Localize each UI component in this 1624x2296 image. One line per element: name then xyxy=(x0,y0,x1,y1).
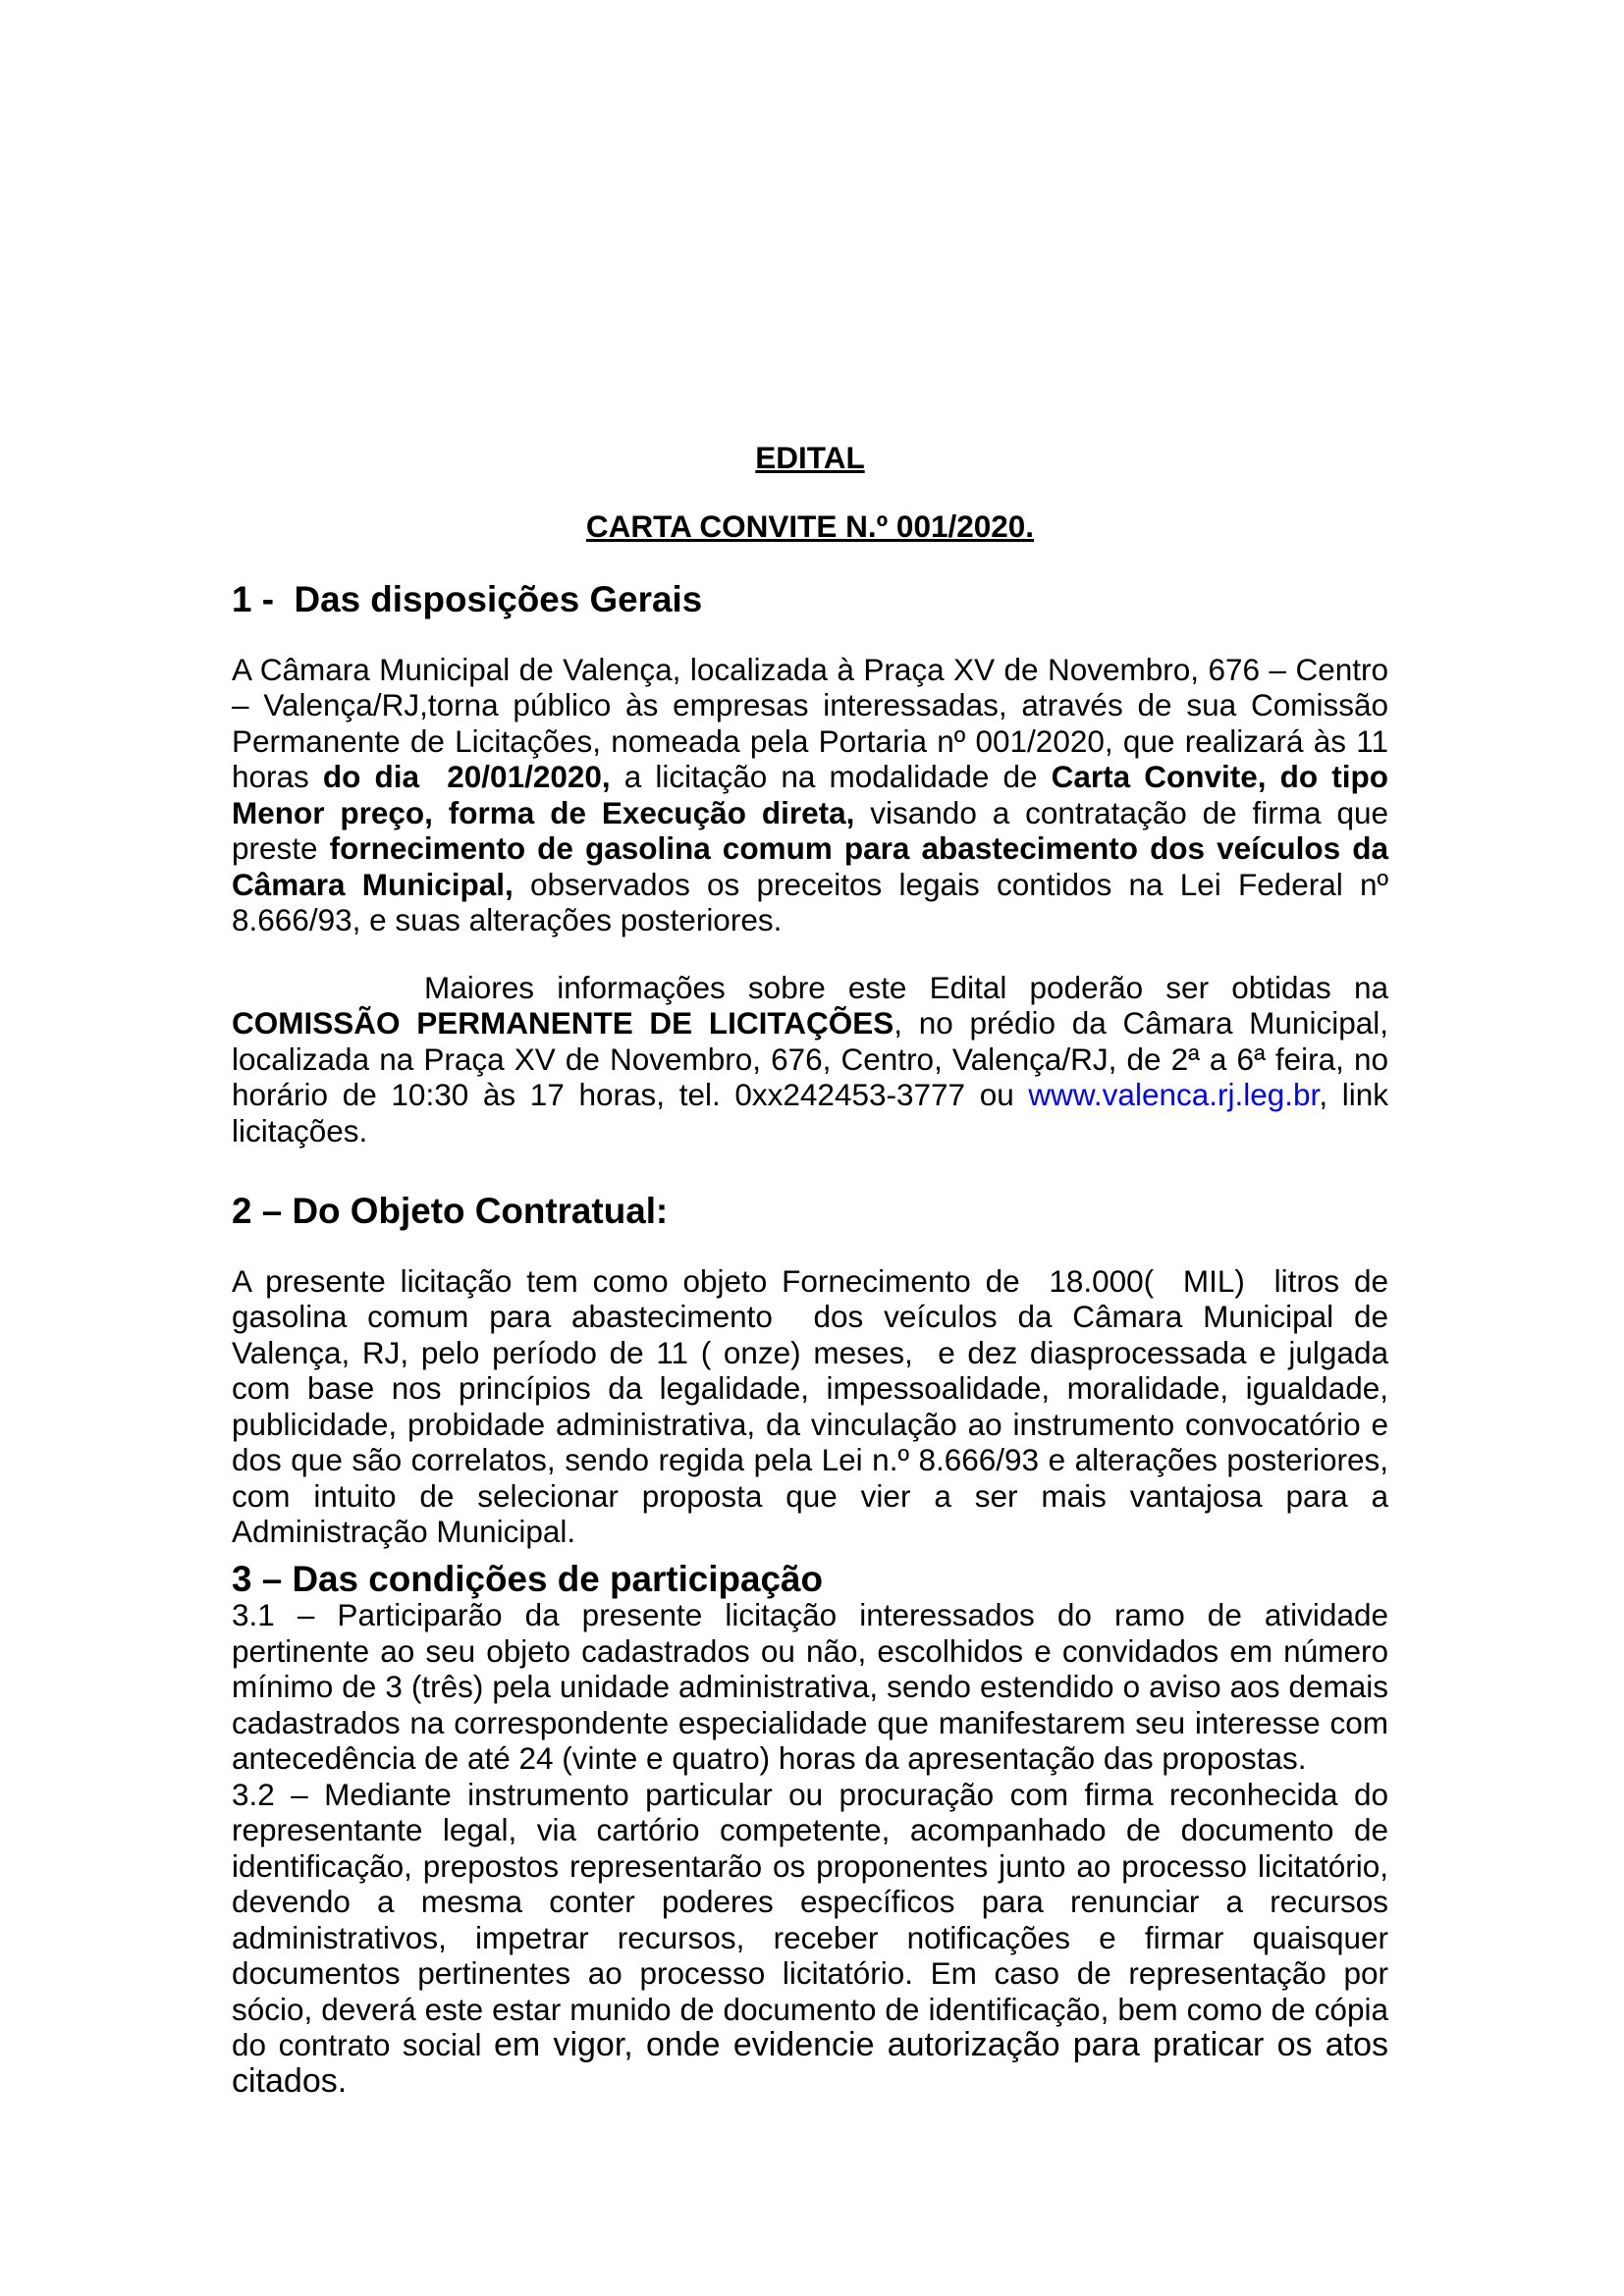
section-2-paragraph-1: A presente licitação tem como objeto Fornecimento de 18.000( MIL) litros de gasolina comum para abastecimento dos veículos da Câmara Municipal de Valença, RJ, pelo período de 11 ( onze) meses, e dez diasprocessada e julgada com base nos princípios da legalidade, impessoalidade, moralidade, igualdade, publicidade, probidade administrativa, da vinculação ao instrumento convocatório e dos que são correlatos, sendo regida pela Lei n.º 8.666/93 e alterações posteriores, com intuito de selecionar proposta que vier a ser mais vantajosa para a Administração Municipal. xyxy=(232,1262,1397,1549)
intro-text-run: A Câmara Municipal de Valença, localizada à Praça XV de Novembro, 676 – Centro – Valença/RJ,torna público às empresas interessadas, através de sua Comissão Permanente de Licitações, nomeada pela Portaria nº 001/2020, que realizará às 11 horas xyxy=(232,651,1397,794)
bold-modality-run: Carta Convite, do tipo Menor preço, forma de Execução direta, xyxy=(232,759,1397,830)
section-1-paragraph-1 xyxy=(232,651,1397,938)
section-2-heading: 2 – Do Objeto Contratual: xyxy=(232,1191,669,1231)
section-1-paragraph-2 xyxy=(232,969,1397,1149)
section-3-heading: 3 – Das condições de participação xyxy=(232,1558,824,1599)
address-hours-run: , no prédio da Câmara Municipal, localizada na Praça XV de Novembro, 676, Centro, Valença/RJ, de 2ª a 6ª feira, no horário de 10:30 às 17 horas, tel. 0xx242453-3777 ou xyxy=(232,1005,1397,1112)
representation-text-run: 3.2 – Mediante instrumento particular ou procuração com firma reconhecida do representante legal, via cartório competente, acompanhado de documento de identificação, prepostos representarão os proponentes junto ao processo licitatório, devendo a mesma conter poderes específicos para renunciar a recursos administrativos, impetrar recursos, receber notificações e firmar quaisquer documentos pertinentes ao processo licitatório. Em caso de representação por sócio, deverá este estar munido de documento de identificação, bem como de cópia do contrato social xyxy=(232,1776,1397,2062)
section-1-heading: 1 - Das disposições Gerais xyxy=(232,579,703,619)
info-lead-run: Maiores informações sobre este Edital poderão ser obtidas na xyxy=(424,969,1397,1005)
section-3-paragraph-3-1: 3.1 – Participarão da presente licitação interessados do ramo de atividade pertinente ao seu objeto cadastrados ou não, escolhidos e convidados em número mínimo de 3 (três) pela unidade administrativa, sendo estendido o aviso aos demais cadastrados na correspondente especialidade que manifestarem seu interesse com antecedência de até 24 (vinte e quatro) horas da apresentação das propostas. xyxy=(232,1597,1397,1776)
underlined-comma-run: , xyxy=(505,866,514,902)
document-subtitle: CARTA CONVITE N.º 001/2020. xyxy=(585,507,1035,544)
website-link[interactable]: www.valenca.rj.leg.br xyxy=(1028,1077,1320,1112)
bold-comissao-run: COMISSÃO PERMANENTE DE LICITAÇÕES xyxy=(232,1005,894,1041)
section-3-paragraph-3-2 xyxy=(232,1776,1398,2100)
document-title: EDITAL xyxy=(755,440,865,475)
bold-date-run: do dia 20/01/2020, xyxy=(322,759,611,794)
legal-basis-run: observados os preceitos legais contidos na Lei Federal nº 8.666/93, e suas alterações posteriores. xyxy=(232,866,1397,937)
link-suffix-run: , link licitações. xyxy=(232,1077,1397,1148)
large-final-run: em vigor, onde evidencie autorização para praticar os atos citados. xyxy=(232,2026,1398,2100)
purpose-lead-run: visando a contratação de firma que preste xyxy=(232,794,1397,866)
bold-object-run: fornecimento de gasolina comum para abastecimento dos veículos da Câmara Municipal xyxy=(232,830,1397,902)
modality-lead-run: a licitação na modalidade de xyxy=(610,759,1052,794)
